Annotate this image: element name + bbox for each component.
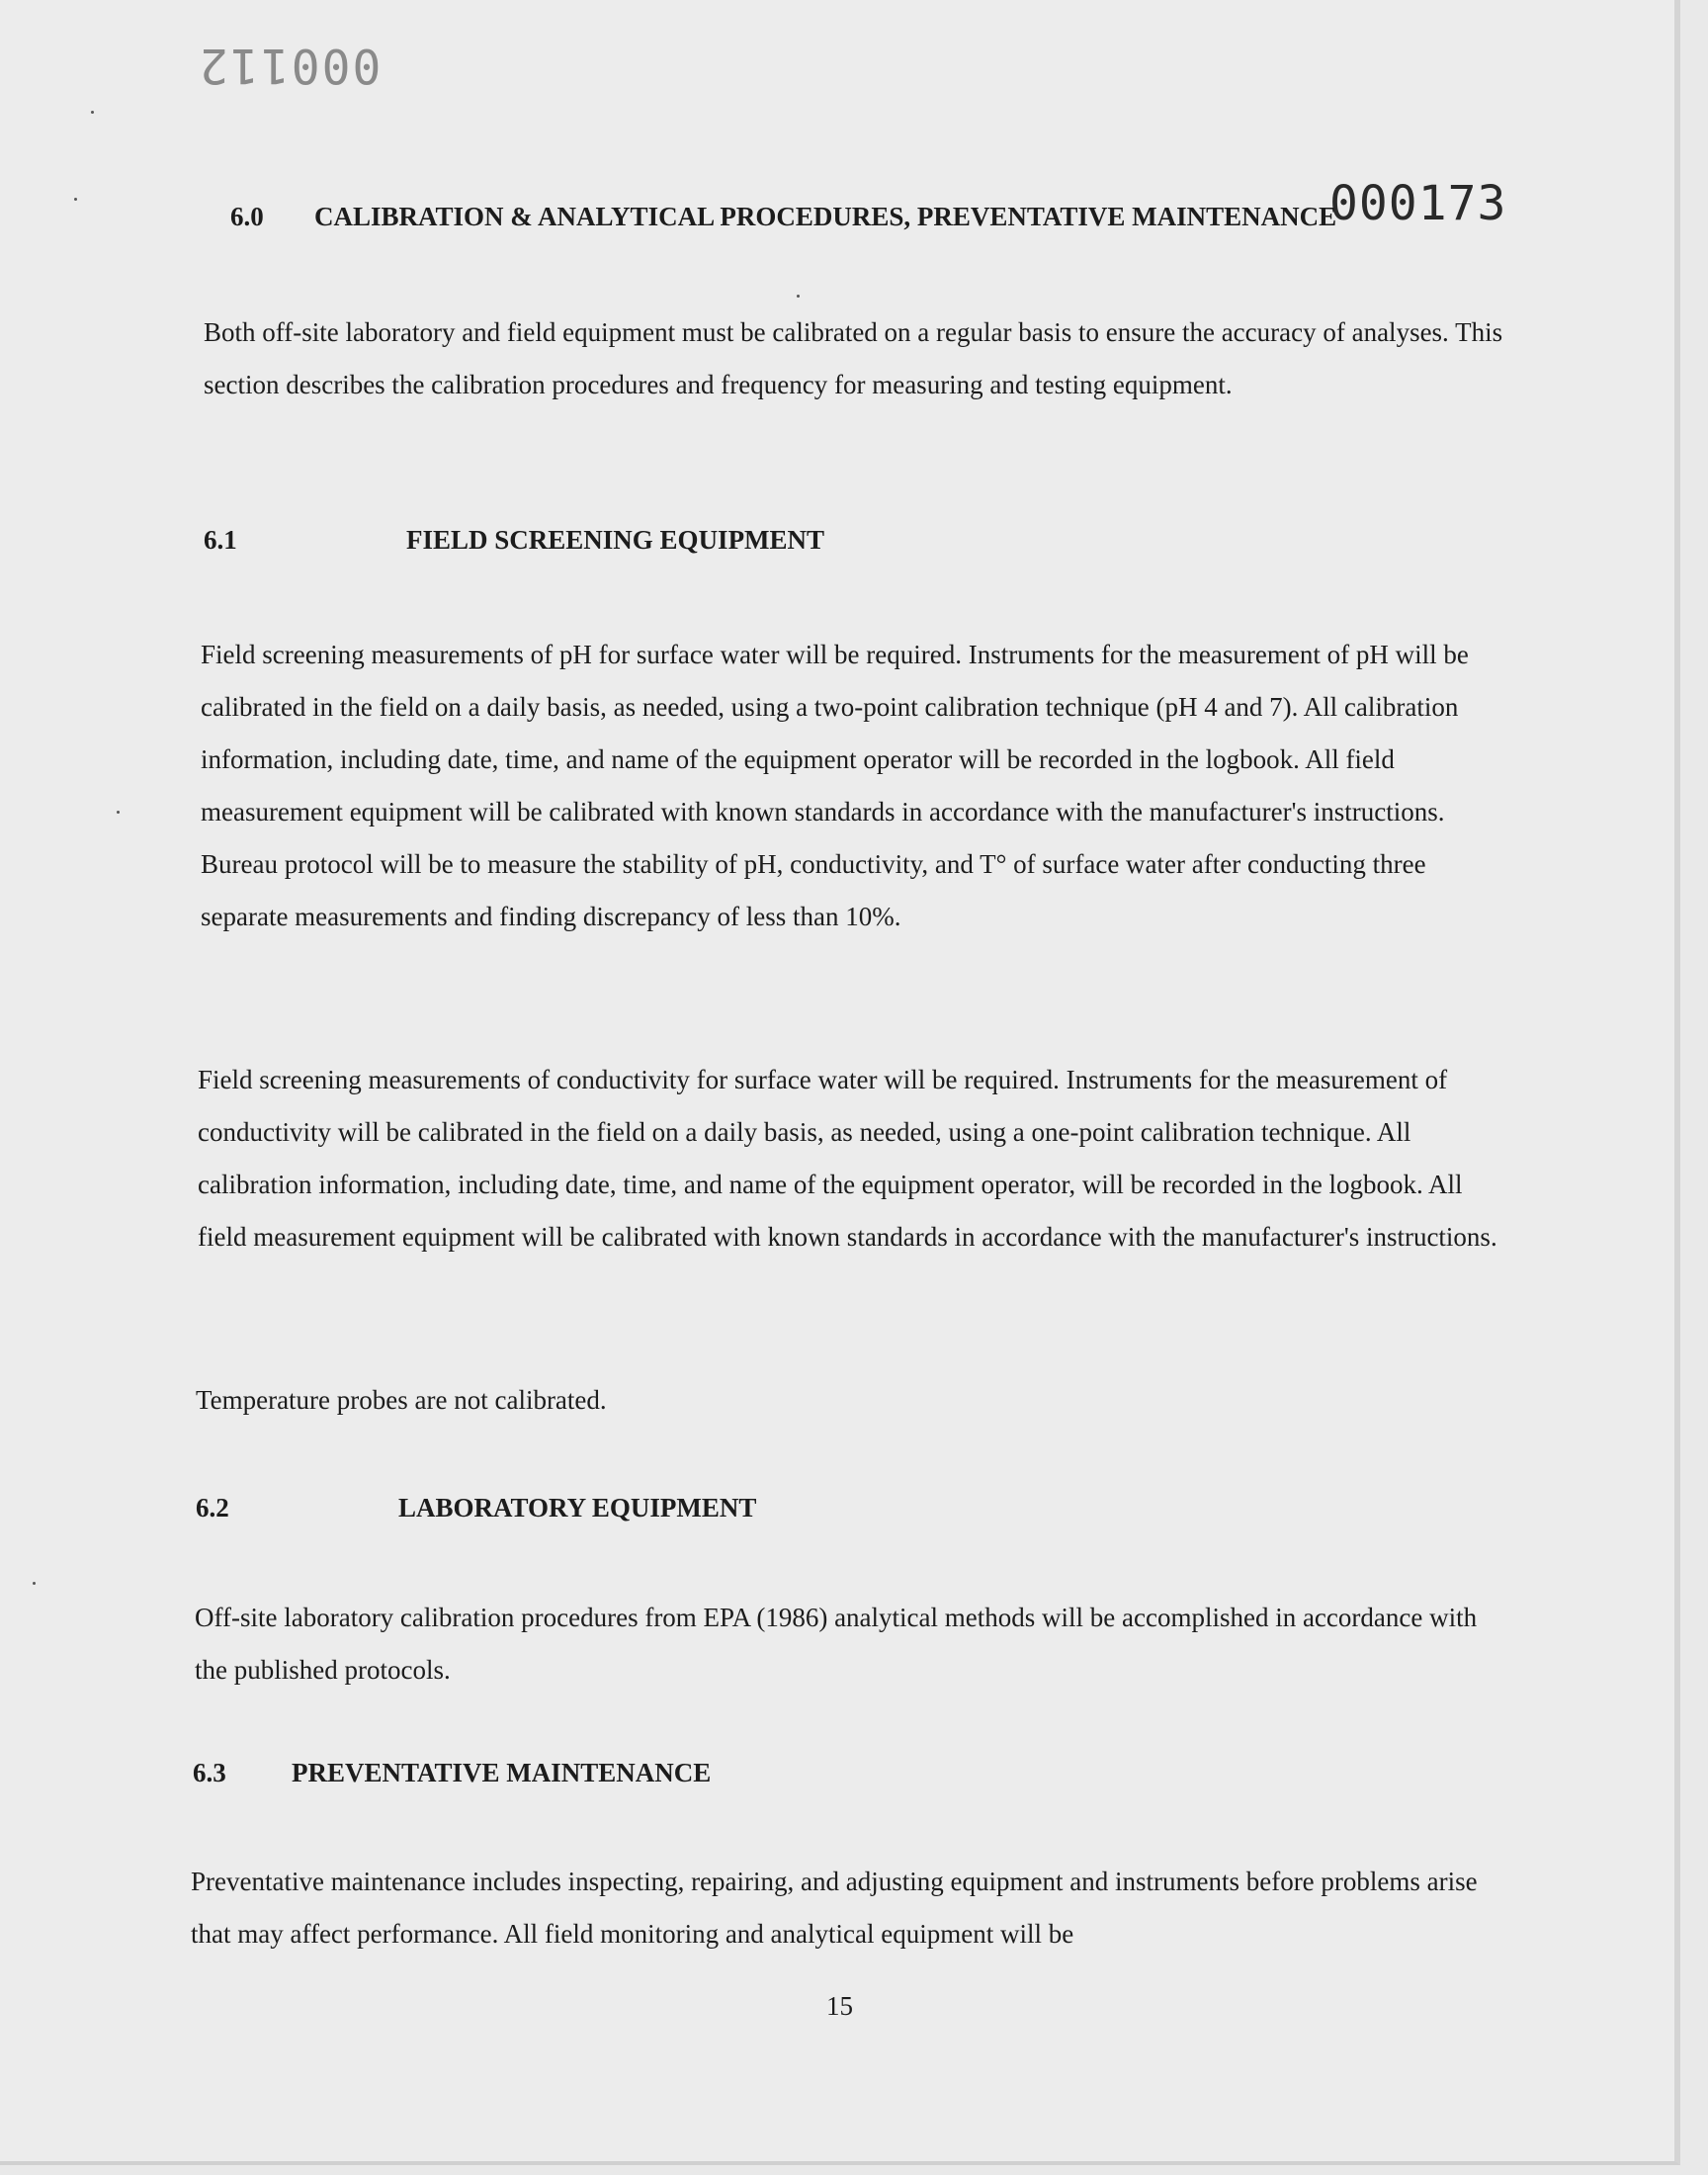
- scan-speck: [91, 111, 94, 114]
- section-number: 6.2: [196, 1493, 229, 1522]
- section-number: 6.3: [193, 1758, 226, 1787]
- section-number: 6.0: [230, 202, 264, 231]
- section-title: LABORATORY EQUIPMENT: [398, 1493, 757, 1522]
- page-number: 15: [826, 1991, 853, 2021]
- section-title: PREVENTATIVE MAINTENANCE: [292, 1758, 712, 1787]
- scan-speck: [117, 811, 120, 814]
- paragraph-6-2: Off-site laboratory calibration procedures from EPA (1986) analytical methods will be accomplished in accordance with the published protocols.: [195, 1603, 1478, 1685]
- scan-speck: [797, 295, 800, 298]
- paragraph-6-1-ph: Field screening measurements of pH for surface water will be required. Instruments for the measurement of pH will be calibrated in the field on a daily basis, as needed, using a two-point calibration technique (pH 4 and 7). All calibration information, including date, time, and name of the equipment operator will be recorded in the logbook. All field measurement equipment will be calibrated with known standards in accordance with the manufacturer's instructions. Bureau protocol will be to measure the stability of pH, conductivity, and T° of surface water after conducting three separate measurements and finding discrepancy of less than 10%.: [201, 640, 1469, 931]
- bates-stamp-top-left: 000112: [198, 38, 382, 93]
- paragraph-6-0: Both off-site laboratory and field equipment must be calibrated on a regular basis to ensure the accuracy of analyses. This section describes the calibration procedures and frequency for measuring and testing equipment.: [204, 317, 1503, 399]
- scan-speck: [74, 198, 77, 201]
- section-title: FIELD SCREENING EQUIPMENT: [406, 525, 825, 555]
- paragraph-6-3: Preventative maintenance includes inspecting, repairing, and adjusting equipment and instruments before problems arise that may affect performance. All field monitoring and analytical equipment will be: [191, 1867, 1478, 1949]
- section-title: CALIBRATION & ANALYTICAL PROCEDURES, PREVENTATIVE MAINTENANCE: [314, 202, 1337, 231]
- paragraph-6-1-temperature: Temperature probes are not calibrated.: [196, 1385, 607, 1415]
- section-number: 6.1: [204, 525, 237, 555]
- scan-speck: [33, 1582, 36, 1585]
- paragraph-6-1-conductivity: Field screening measurements of conductivity for surface water will be required. Instruments for the measurement of conductivity will be calibrated in the field on a daily basis, as needed, using a one-point calibration technique. All calibration information, including date, time, and name of the equipment operator, will be recorded in the logbook. All field measurement equipment will be calibrated with known standards in accordance with the manufacturer's instructions.: [198, 1065, 1497, 1252]
- bates-stamp-top-right: 000173: [1329, 176, 1507, 231]
